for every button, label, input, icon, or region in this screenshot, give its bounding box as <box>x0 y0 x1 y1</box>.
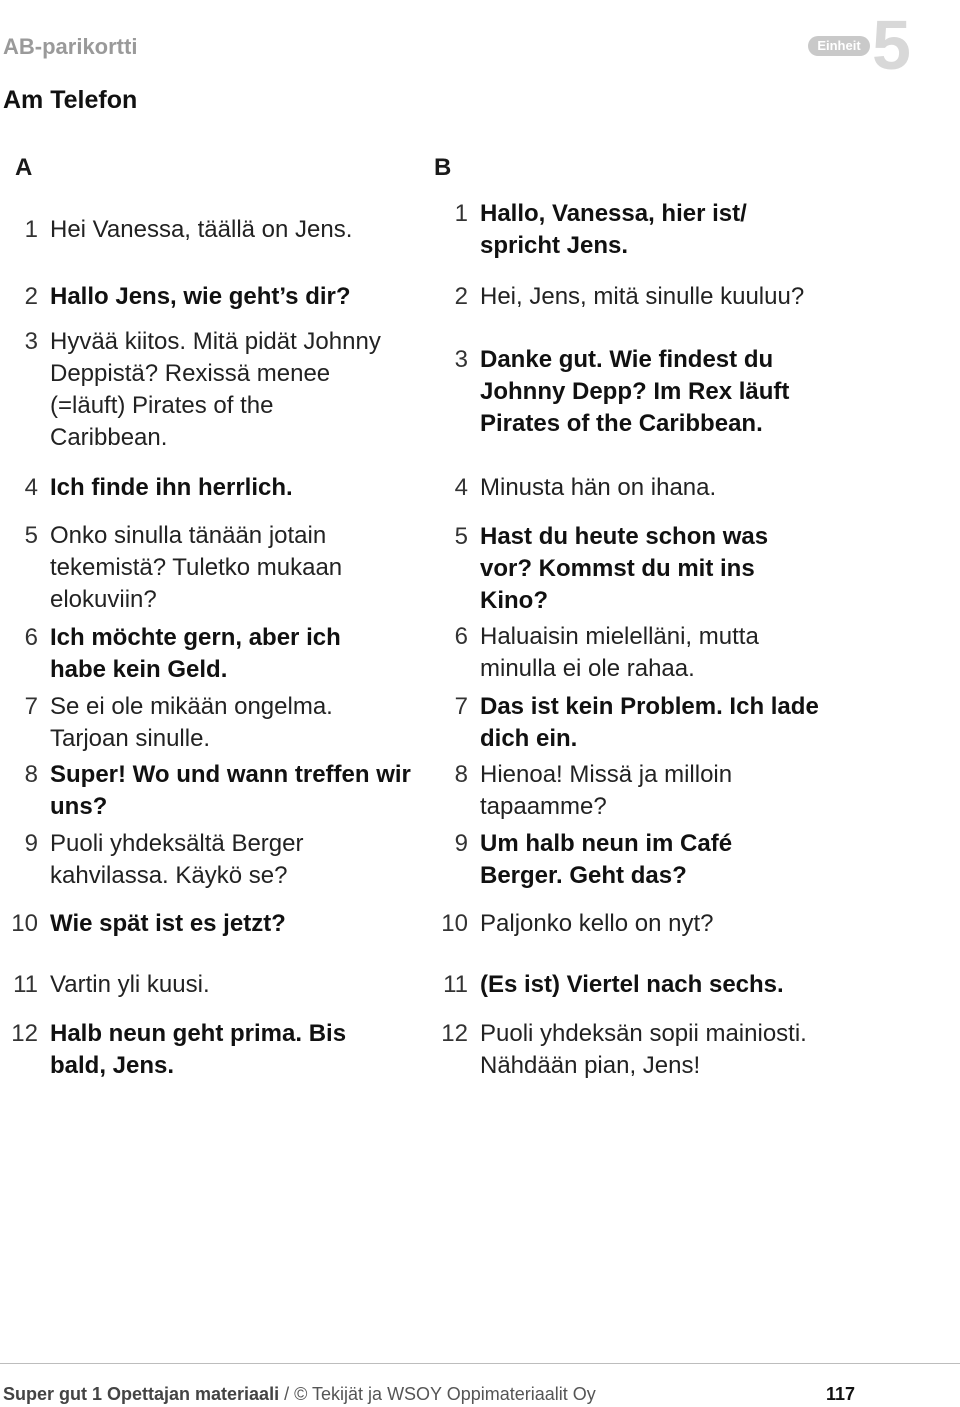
unit-badge <box>808 6 928 84</box>
header-label: AB-parikortti <box>3 34 138 59</box>
item-text: Minusta hän on ihana. <box>480 474 717 501</box>
footer-copyright: © Tekijät ja WSOY Oppimateriaalit Oy <box>294 1384 596 1404</box>
item-text: Onko sinulla tänään jotain tekemistä? Tuletko mukaan elokuviin? <box>50 522 343 613</box>
item-text: Paljonko kello on nyt? <box>480 910 714 937</box>
item-text: Puoli yhdeksältä Berger kahvilassa. Käykö se? <box>50 830 304 889</box>
item-number: 12 <box>441 1020 468 1047</box>
item-number: 5 <box>454 523 468 550</box>
item-text: Hei Vanessa, täällä on Jens. <box>50 216 353 243</box>
item-text: (Es ist) Viertel nach sechs. <box>480 971 784 998</box>
item-text: Ich möchte gern, aber ich habe kein Geld. <box>50 624 341 683</box>
item-text: Se ei ole mikään ongelma. Tarjoan sinulle. <box>50 693 333 752</box>
footer-separator: / <box>279 1384 295 1404</box>
item-text: Um halb neun im Café Berger. Geht das? <box>480 830 733 889</box>
item-text: Hallo Jens, wie geht’s dir? <box>50 283 351 310</box>
item-text: Hallo, Vanessa, hier ist/ spricht Jens. <box>480 200 747 259</box>
item-number: 1 <box>24 216 38 243</box>
item-text: Halb neun geht prima. Bis bald, Jens. <box>50 1020 347 1079</box>
item-number: 10 <box>11 910 38 937</box>
item-number: 3 <box>24 328 38 355</box>
item-text: Hyvää kiitos. Mitä pidät Johnny Deppistä? Rexissä menee (=läuft) Pirates of the Caribbean. <box>50 328 381 451</box>
item-number: 3 <box>454 346 468 373</box>
item-text: Ich finde ihn herrlich. <box>50 474 293 501</box>
item-text: Vartin yli kuusi. <box>50 971 210 998</box>
item-text: Hienoa! Missä ja milloin tapaamme? <box>480 761 733 820</box>
item-number: 1 <box>454 200 468 227</box>
item-number: 11 <box>13 971 38 998</box>
item-number: 12 <box>11 1020 38 1047</box>
footer-credits <box>3 1384 596 1405</box>
column-b-heading: B <box>434 154 452 181</box>
item-text: Das ist kein Problem. Ich lade dich ein. <box>480 693 819 752</box>
footer-divider <box>0 1363 960 1364</box>
item-number: 4 <box>454 474 468 501</box>
column-a-heading: A <box>15 154 33 181</box>
item-text: Super! Wo und wann treffen wir uns? <box>50 761 411 820</box>
item-number: 6 <box>24 624 38 651</box>
item-number: 2 <box>24 283 38 310</box>
item-text: Wie spät ist es jetzt? <box>50 910 286 937</box>
page-title: Am Telefon <box>3 86 138 114</box>
item-number: 9 <box>24 830 38 857</box>
page-number: 117 <box>826 1384 856 1404</box>
item-text: Haluaisin mielelläni, mutta minulla ei ole rahaa. <box>480 623 759 682</box>
item-number: 4 <box>24 474 38 501</box>
item-number: 5 <box>24 522 38 549</box>
item-number: 7 <box>24 693 38 720</box>
unit-number: 5 <box>872 6 911 84</box>
item-number: 6 <box>454 623 468 650</box>
unit-word: Einheit <box>808 36 870 56</box>
footer-book-title: Super gut 1 Opettajan materiaali <box>3 1384 280 1404</box>
item-number: 9 <box>454 830 468 857</box>
item-number: 11 <box>443 971 468 998</box>
item-text: Danke gut. Wie findest du Johnny Depp? Im Rex läuft Pirates of the Caribbean. <box>480 346 790 437</box>
item-text: Puoli yhdeksän sopii mainiosti. Nähdään pian, Jens! <box>480 1020 807 1079</box>
item-number: 7 <box>454 693 468 720</box>
item-number: 8 <box>24 761 38 788</box>
item-number: 10 <box>441 910 468 937</box>
item-text: Hei, Jens, mitä sinulle kuuluu? <box>480 283 805 310</box>
item-text: Hast du heute schon was vor? Kommst du mit ins Kino? <box>480 523 769 614</box>
item-number: 2 <box>454 283 468 310</box>
item-number: 8 <box>454 761 468 788</box>
